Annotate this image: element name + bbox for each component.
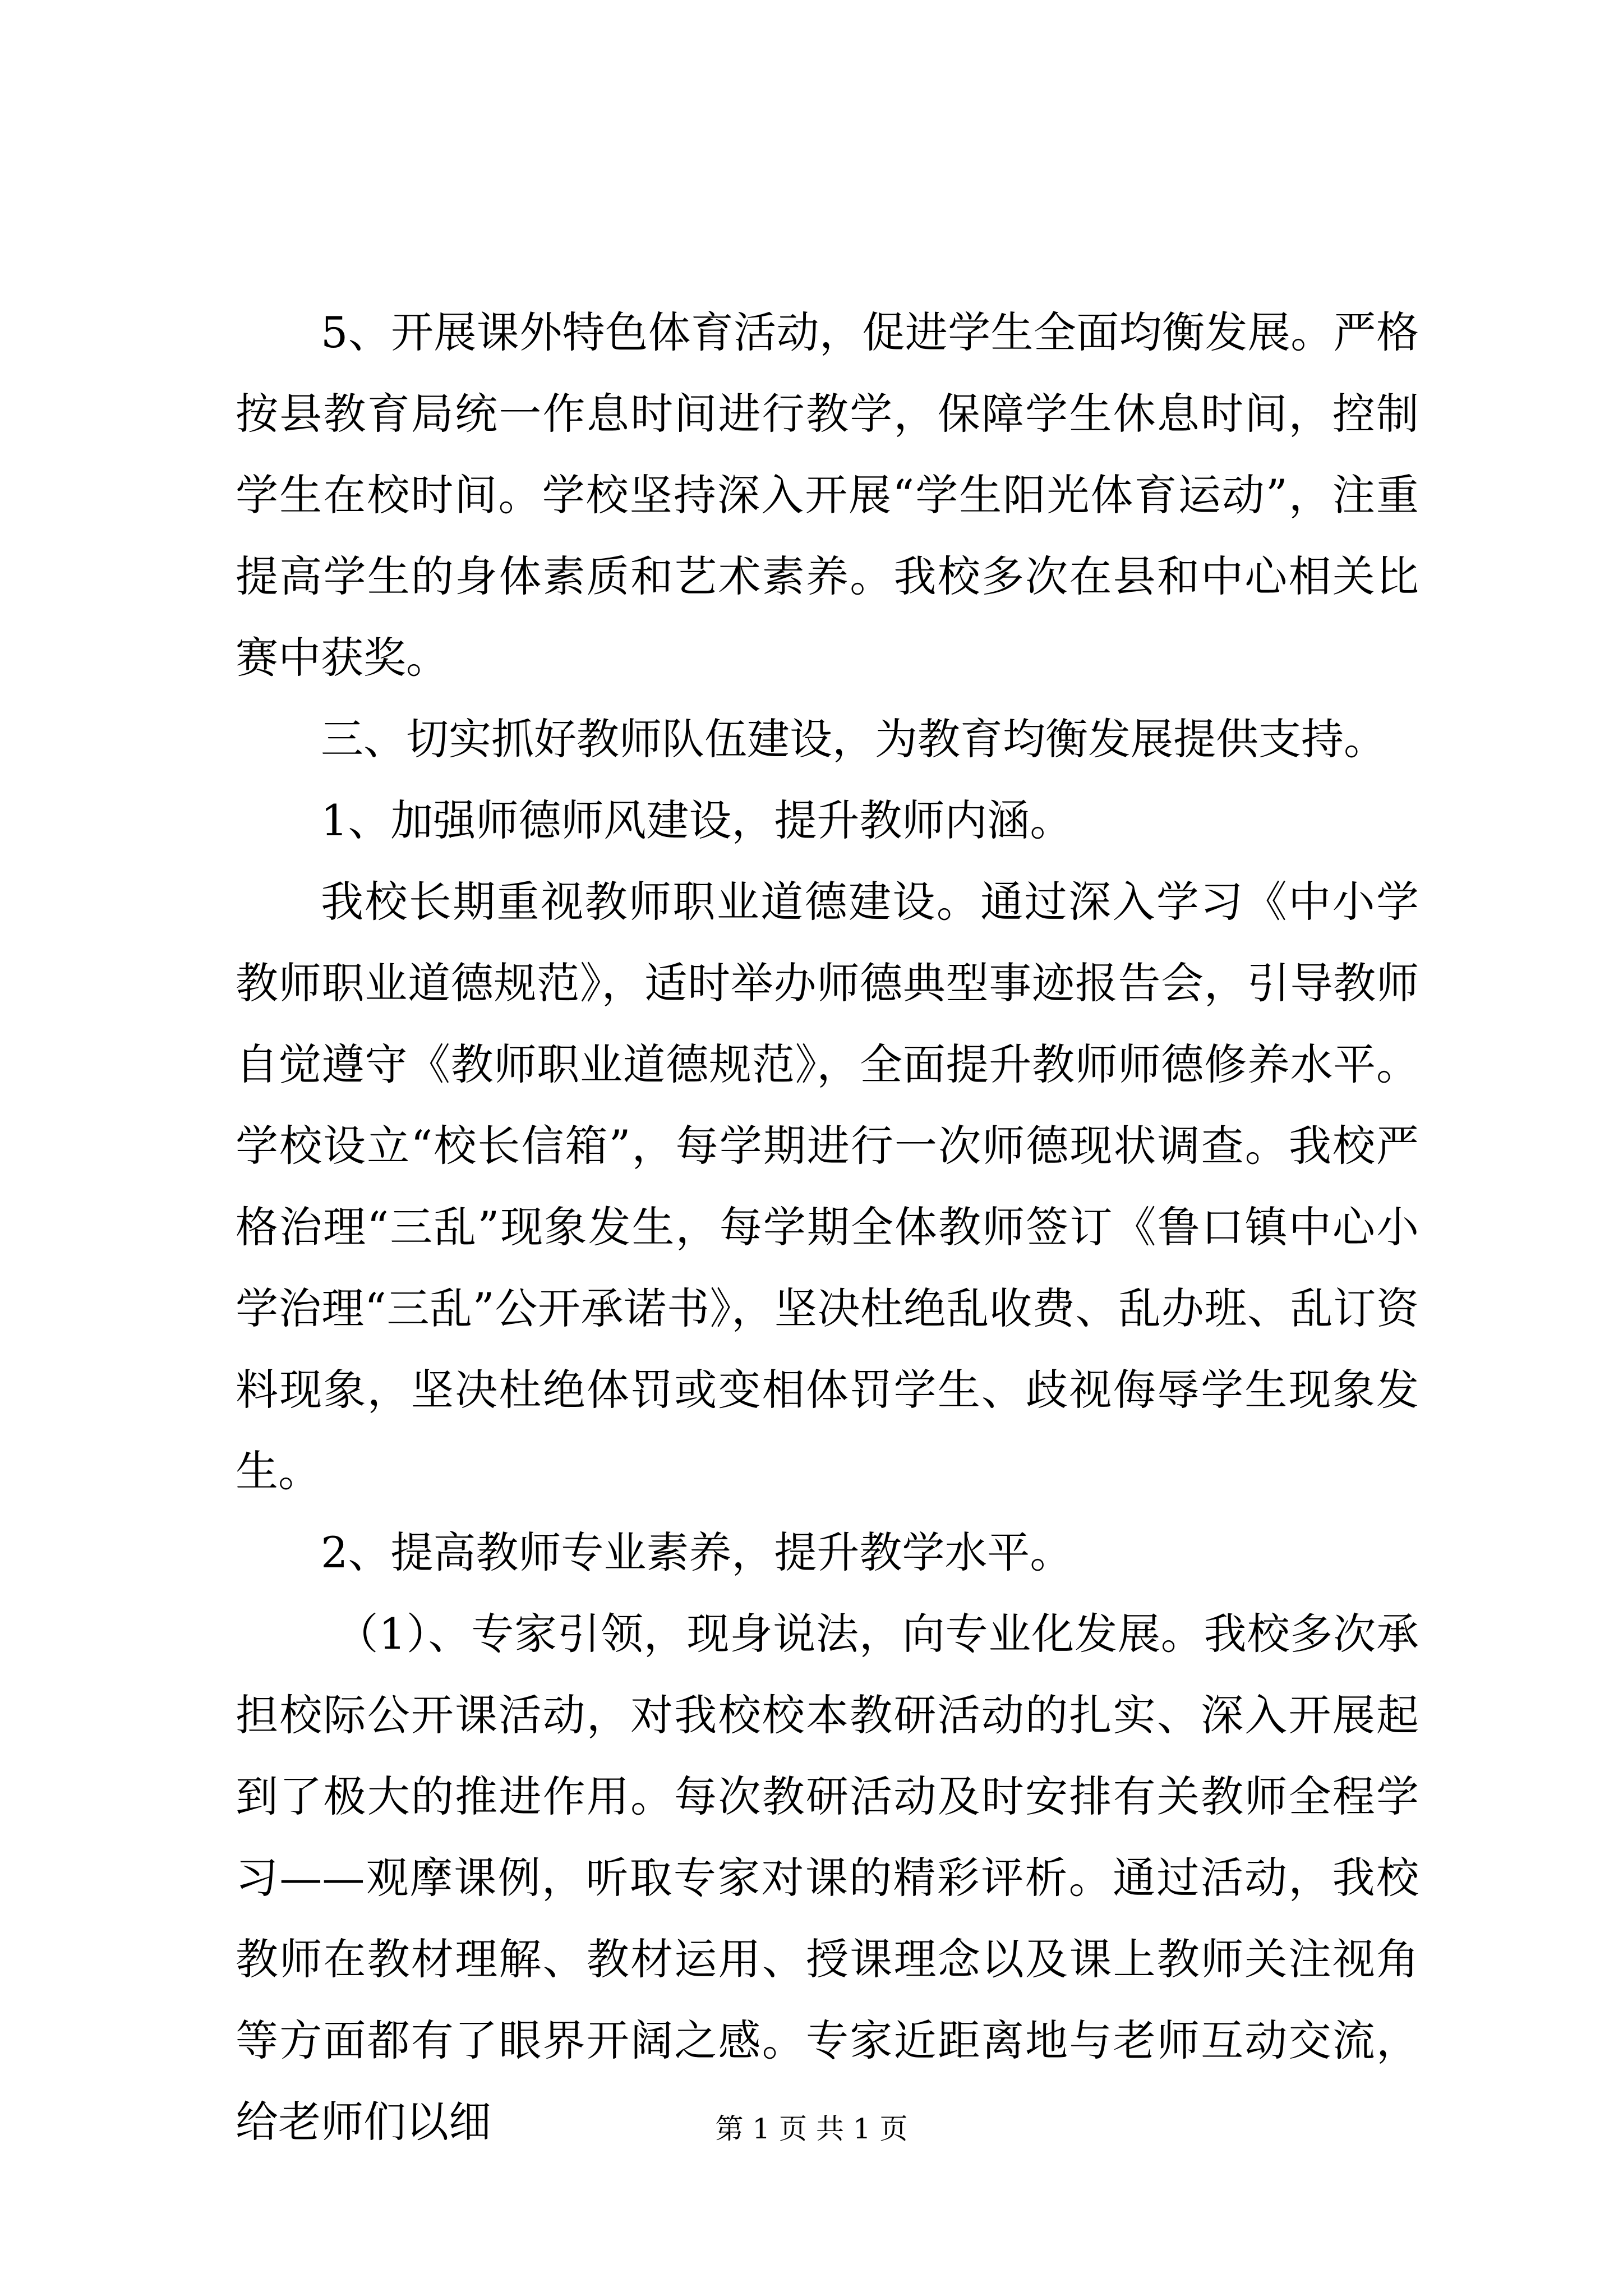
paragraph-sports-activities: 5、开展课外特色体育活动，促进学生全面均衡发展。严格按县教育局统一作息时间进行教学，保障学生休息时间，控制学生在校时间。学校坚持深入开展“学生阳光体育运动”，注重提高学生的身体素质和艺术素养。我校多次在县和中心相关比赛中获奖。 <box>236 307 1419 683</box>
subheading-professional: 2、提高教师专业素养，提升教学水平。 <box>321 1527 1073 1577</box>
subheading-ethics: 1、加强师德师风建设，提升教师内涵。 <box>321 795 1073 845</box>
document-body <box>236 292 1419 2162</box>
section-heading-teacher-team: 三、切实抓好教师队伍建设，为教育均衡发展提供支持。 <box>321 714 1386 764</box>
paragraph-expert-guidance: （1）、专家引领，现身说法，向专业化发展。我校多次承担校际公开课活动，对我校校本教研活动的扎实、深入开展起到了极大的推进作用。每次教研活动及时安排有关教师全程学习——观摩课例，听取专家对课的精彩评析。通过活动，我校教师在教材理解、教材运用、授课理念以及课上教师关注视角等方面都有了眼界开阔之感。专家近距离地与老师互动交流，给老师们以细 <box>236 1609 1419 2147</box>
page-number-footer: 第 1 页 共 1 页 <box>715 2113 908 2145</box>
paragraph-ethics: 我校长期重视教师职业道德建设。通过深入学习《中小学教师职业道德规范》，适时举办师德典型事迹报告会，引导教师自觉遵守《教师职业道德规范》，全面提升教师师德修养水平。学校设立“校长信箱”，每学期进行一次师德现状调查。我校严格治理“三乱”现象发生，每学期全体教师签订《鲁口镇中心小学治理“三乱”公开承诺书》，坚决杜绝乱收费、乱办班、乱订资料现象，坚决杜绝体罚或变相体罚学生、歧视侮辱学生现象发生。 <box>236 877 1419 1496</box>
